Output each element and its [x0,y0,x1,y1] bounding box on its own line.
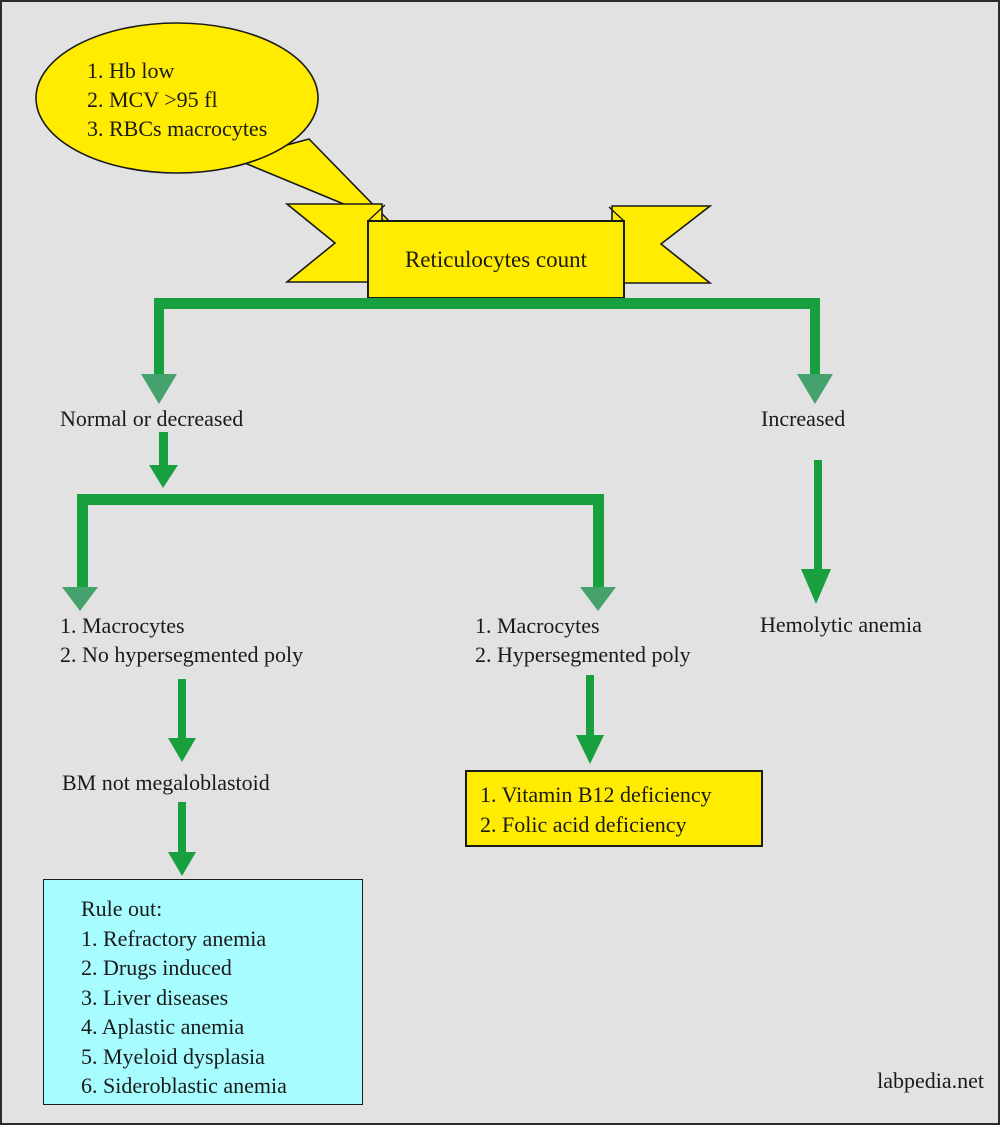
arrowhead-hemolytic [801,569,831,604]
arrowhead-increased [797,374,833,404]
rule-out-item: 1. Refractory anemia [81,925,267,951]
connector-drop-left-1 [154,298,164,374]
label-left-branch [60,611,303,669]
rule-out-item: 3. Liver diseases [81,984,229,1010]
arrowhead-normal [141,374,177,404]
arrow-to-deficiency [586,675,594,735]
rule-out-box [43,879,363,1105]
connector-drop-right-2 [593,494,604,587]
bubble-line: 1. Hb low [87,58,175,83]
watermark: labpedia.net [877,1068,984,1093]
deficiency-line: 1. Vitamin B12 deficiency [480,782,712,807]
left-branch-line: 2. No hypersegmented poly [60,642,304,667]
arrowhead-to-bm [168,738,196,762]
connector-drop-left-2 [77,494,88,587]
arrow-increased-to-hemolytic [814,460,822,570]
deficiency-box [465,770,763,847]
label-increased: Increased [761,406,846,431]
left-branch-line: 1. Macrocytes [60,613,185,638]
arrowhead-normal-to-split [149,465,178,488]
ribbon-right-tail [612,206,710,283]
bubble-line: 3. RBCs macrocytes [87,116,268,141]
deficiency-line: 2. Folic acid deficiency [480,812,687,837]
rule-out-item: 2. Drugs induced [81,955,232,980]
banner-label: Reticulocytes count [404,246,588,272]
label-right-branch [475,611,691,669]
right-branch-line: 2. Hypersegmented poly [475,642,691,667]
connector-drop-right-1 [810,298,820,374]
label-normal-or-decreased: Normal or decreased [60,406,244,431]
arrow-to-rule-out [178,802,186,852]
rule-out-title: Rule out: [81,896,163,921]
arrow-normal-to-split [159,432,168,465]
connector-bar-1 [154,298,820,309]
bubble-line: 2. MCV >95 fl [87,87,218,112]
arrowhead-to-deficiency [576,735,604,764]
arrowhead-right-branch [580,587,616,611]
connector-bar-2 [77,494,604,505]
arrow-to-bm [178,679,186,738]
arrowhead-to-rule-out [168,852,196,876]
rule-out-item: 5. Myeloid dysplasia [81,1043,265,1069]
indication-bubble-text [87,56,267,143]
rule-out-item: 6. Sideroblastic anemia [81,1073,287,1098]
label-bm-not-megaloblastoid: BM not megaloblastoid [62,770,270,795]
arrowhead-left-branch [62,587,98,611]
rule-out-item: 4. Aplastic anemia [81,1014,245,1039]
right-branch-line: 1. Macrocytes [475,613,600,638]
label-hemolytic-anemia: Hemolytic anemia [760,612,922,637]
